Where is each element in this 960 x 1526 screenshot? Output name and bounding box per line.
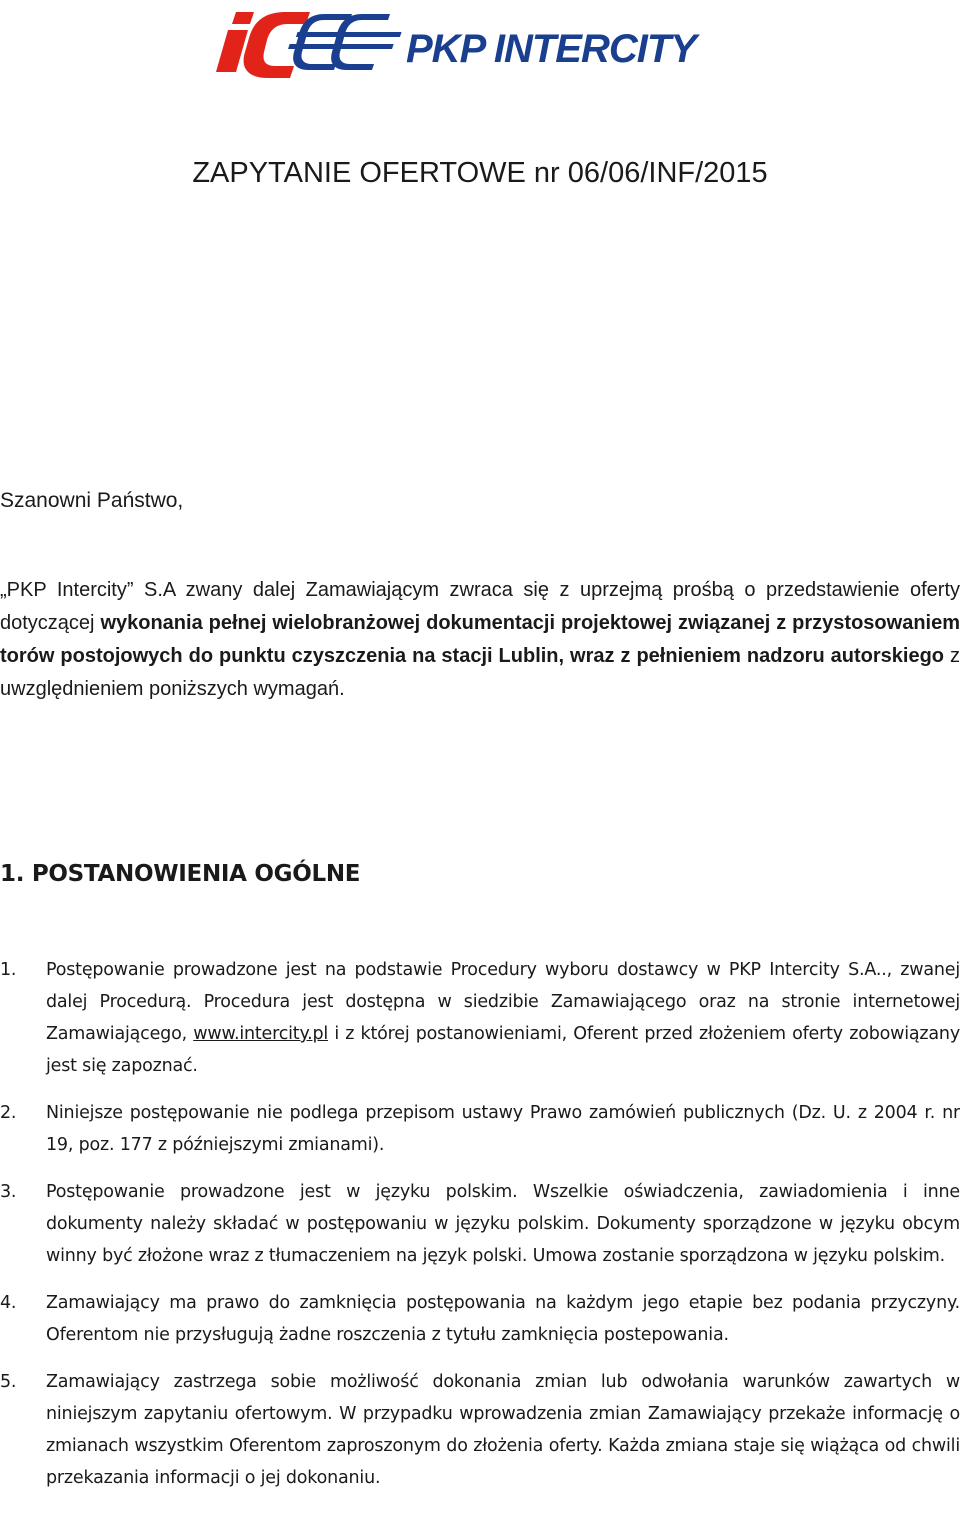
document-title: ZAPYTANIE OFERTOWE nr 06/06/INF/2015: [192, 157, 768, 189]
provision-item-5: [0, 1366, 960, 1494]
provisions-list: [0, 954, 960, 1509]
provision-item-4: [0, 1287, 960, 1351]
intro-text-end: z uwzględnieniem poniższych wymagań.: [0, 645, 960, 700]
item-text-after-link: i z której postanowieniami, Oferent przed złożeniem oferty zobowiązany jest się zapoznać.: [46, 1024, 960, 1076]
pkp-intercity-logo: [210, 6, 750, 78]
intro-paragraph: [0, 574, 960, 706]
greeting: Szanowni Państwo,: [0, 489, 184, 512]
item-text: Zamawiający zastrzega sobie możliwość dokonania zmian lub odwołania warunków zawartych w niniejszym zapytaniu ofertowym. W przypadku wprowadzenia zmian Zamawiający przekaże informację o zmianach wszystkim Oferentom zaproszonym do złożenia oferty. Każda zmiana staje się wiążąca od chwili przekazania informacji o jej dokonaniu.: [46, 1372, 960, 1488]
provision-item-1: [0, 954, 960, 1082]
item-number: 2.: [0, 1103, 17, 1123]
item-text: Zamawiający ma prawo do zamknięcia postępowania na każdym jego etapie bez podania przyczyny. Oferentom nie przysługują żadne roszczenia z tytułu zamknięcia postepowania.: [46, 1293, 960, 1345]
item-number: 5.: [0, 1372, 17, 1392]
provision-item-2: [0, 1097, 960, 1161]
provision-item-3: [0, 1176, 960, 1272]
item-text: Niniejsze postępowanie nie podlega przepisom ustawy Prawo zamówień publicznych (Dz. U. z 2004 r. nr 19, poz. 177 z późniejszymi zmianami).: [46, 1103, 960, 1155]
intro-subject-bold: wykonania pełnej wielobranżowej dokumentacji projektowej związanej z przystosowaniem torów postojowych do punktu czyszczenia na stacji Lublin, wraz z pełnieniem nadzoru autorskiego: [0, 612, 960, 667]
pkp-intercity-logo-mark: [210, 6, 750, 78]
item-text: Postępowanie prowadzone jest w języku polskim. Wszelkie oświadczenia, zawiadomienia i inne dokumenty należy składać w postępowaniu w języku polskim. Dokumenty sporządzone w języku obcym winny być złożone wraz z tłumaczeniem na język polski. Umowa zostanie sporządzona w języku polskim.: [46, 1182, 960, 1266]
section-heading-general-provisions: 1. POSTANOWIENIA OGÓLNE: [0, 861, 361, 887]
item-text-before-link: Postępowanie prowadzone jest na podstawie Procedury wyboru dostawcy w PKP Intercity S.A.., zwanej dalej Procedurą. Procedura jest dostępna w siedzibie Zamawiającego oraz na stronie internetowej Zamawiającego,: [46, 960, 960, 1044]
item-number: 3.: [0, 1182, 17, 1202]
intercity-website-link[interactable]: www.intercity.pl: [193, 1024, 329, 1044]
intro-text-start: „PKP Intercity” S.A zwany dalej Zamawiającym zwraca się z uprzejmą prośbą o przedstawienie oferty dotyczącej: [0, 579, 960, 634]
item-number: 4.: [0, 1293, 17, 1313]
logo-wordmark: PKP INTERCITY: [406, 27, 696, 71]
item-number: 1.: [0, 960, 17, 980]
